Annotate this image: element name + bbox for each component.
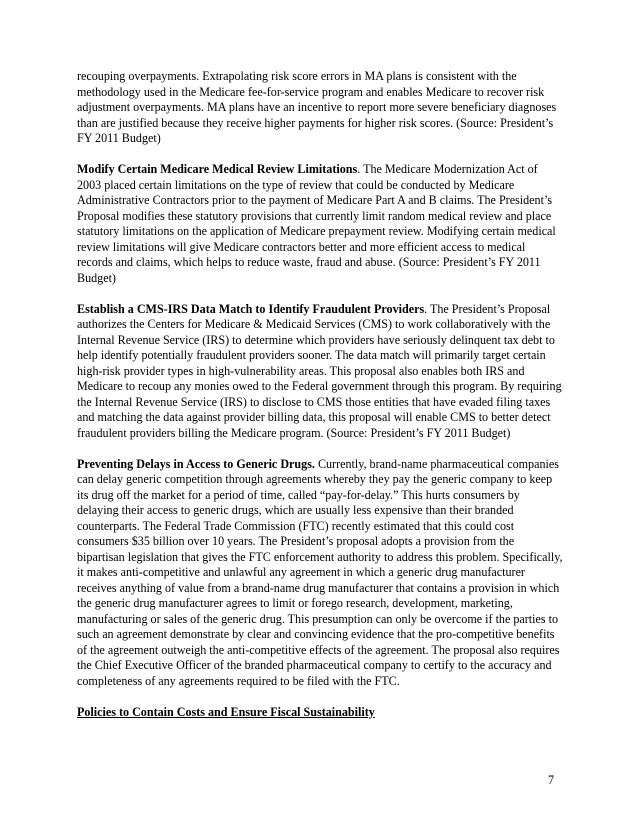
paragraph-body: recouping overpayments. Extrapolating risk score errors in MA plans is consistent with the methodology used in the Medicare fee-for-service program and enables Medicare to recover risk adjustment overpayments. MA plans have an incentive to report more severe beneficiary diagnoses than are justified because they receive higher payments for higher risk scores. (Source: President’s FY 2011 Budget) [77, 69, 557, 145]
paragraph-heading: Preventing Delays in Access to Generic Drugs. [77, 456, 315, 471]
paragraph-heading: Establish a CMS-IRS Data Match to Identify Fraudulent Providers [77, 301, 425, 316]
page-number: 7 [548, 773, 555, 787]
paragraph-body: . The Medicare Modernization Act of 2003 placed certain limitations on the type of review that could be conducted by Medicare Administrative Contractors prior to the payment of Medicare Part A and B claims. The President’s Proposal modifies these statutory provisions that currently limit random medical review and place statutory limitations on the application of Medicare prepayment review. Modifying certain medical review limitations will give Medicare contractors better and more efficient access to medical records and claims, which helps to reduce waste, fraud and abuse. (Source: President’s FY 2011 Budget) [77, 162, 556, 285]
paragraph-generic-drugs [77, 457, 563, 690]
paragraph-risk-score-overpayments [77, 69, 563, 147]
section-heading: Policies to Contain Costs and Ensure Fiscal Sustainability [77, 704, 375, 719]
paragraph-cms-irs-data-match [77, 302, 563, 442]
document-body [77, 69, 563, 720]
paragraph-body: Currently, brand-name pharmaceutical companies can delay generic competition through agreements whereby they pay the generic company to keep its drug off the market for a period of time, called “pay-for-delay.” This hurts consumers by delaying their access to generic drugs, which are usually less expensive than their branded counterparts. The Federal Trade Commission (FTC) recently estimated that this could cost consumers $35 billion over 10 years. The President’s proposal adopts a provision from the bipartisan legislation that gives the FTC enforcement authority to address this problem. Specifically, it makes anti-competitive and unlawful any agreement in which a generic drug manufacturer receives anything of value from a brand-name drug manufacturer that contains a provision in which the generic drug manufacturer agrees to limit or forego research, development, marketing, manufacturing or sales of the generic drug. This presumption can only be overcome if the parties to such an agreement demonstrate by clear and convincing evidence that the pro-competitive benefits of the agreement outweigh the anti-competitive effects of the agreement. The proposal also requires the Chief Executive Officer of the branded pharmaceutical company to certify to the accuracy and completeness of any agreements required to be filed with the FTC. [77, 456, 563, 688]
paragraph-medical-review-limitations [77, 162, 563, 286]
paragraph-heading: Modify Certain Medicare Medical Review Limitations [77, 162, 358, 176]
paragraph-body: . The President’s Proposal authorizes the Centers for Medicare & Medicaid Services (CMS) to work collaboratively with the Internal Revenue Service (IRS) to determine which providers have seriously delinquent tax debt to help identify potentially fraudulent providers sooner. The data match will primarily target certain high-risk provider types in high-vulnerability areas. This proposal also enables both IRS and Medicare to recoup any monies owed to the Federal government through this program. By requiring the Internal Revenue Service (IRS) to disclose to CMS those entities that have evaded filing taxes and matching the data against provider billing data, this proposal will enable CMS to better detect fraudulent providers billing the Medicare program. (Source: President’s FY 2011 Budget) [77, 301, 562, 440]
